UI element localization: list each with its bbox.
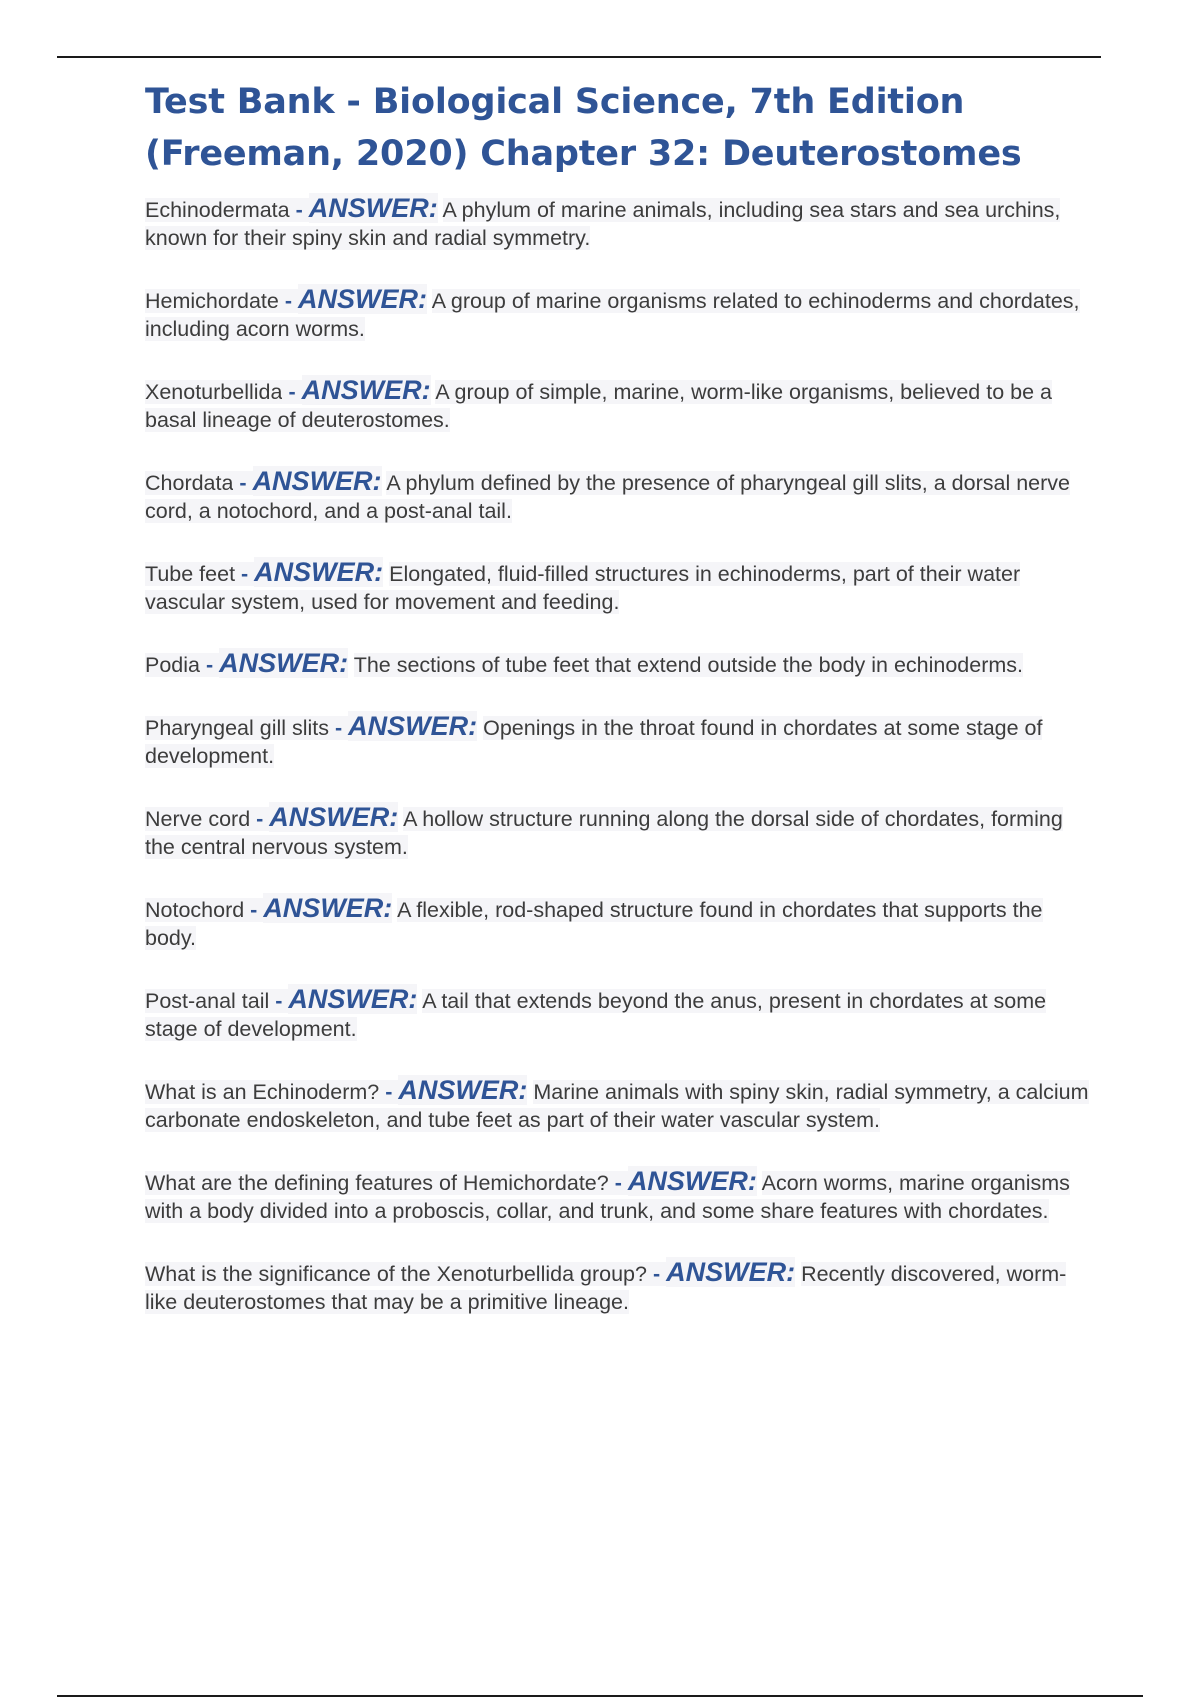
qa-separator: - — [646, 1262, 667, 1286]
answer-marker: ANSWER: — [263, 893, 393, 923]
qa-answer: A flexible, rod-shaped structure found in chordates that supports the body. — [145, 898, 1043, 950]
answer-marker: ANSWER: — [627, 1166, 757, 1196]
answer-marker: ANSWER: — [666, 1257, 796, 1287]
qa-item — [145, 712, 1095, 770]
qa-term: Nerve cord — [145, 807, 251, 831]
qa-separator: - — [282, 380, 302, 404]
qa-separator: - — [233, 471, 253, 495]
qa-item — [145, 376, 1095, 434]
qa-separator: - — [250, 807, 270, 831]
qa-answer: A hollow structure running along the dorsal side of chordates, forming the central nervous system. — [145, 807, 1063, 859]
answer-marker: ANSWER: — [288, 984, 418, 1014]
qa-term: Post-anal tail — [145, 989, 270, 1013]
answer-marker: ANSWER: — [398, 1075, 528, 1105]
qa-separator: - — [244, 898, 264, 922]
qa-answer: Marine animals with spiny skin, radial symmetry, a calcium carbonate endoskeleton, and tube feet as part of their water vascular system. — [145, 1080, 1089, 1132]
qa-item — [145, 985, 1095, 1043]
qa-term: Notochord — [145, 898, 245, 922]
qa-item — [145, 1258, 1095, 1316]
qa-item — [145, 894, 1095, 952]
qa-separator: - — [379, 1080, 399, 1104]
qa-answer: Elongated, fluid-filled structures in echinoderms, part of their water vascular system, used for movement and feeding. — [145, 562, 1021, 614]
answer-marker: ANSWER: — [301, 375, 431, 405]
qa-term: Podia — [145, 653, 200, 677]
bottom-divider — [57, 1695, 1143, 1697]
qa-answer: A phylum of marine animals, including sea stars and sea urchins, known for their spiny skin and radial symmetry. — [145, 198, 1061, 250]
qa-term: Xenoturbellida — [145, 380, 283, 404]
qa-answer: A phylum defined by the presence of pharyngeal gill slits, a dorsal nerve cord, a notochord, and a post-anal tail. — [145, 471, 1070, 523]
answer-marker: ANSWER: — [269, 802, 399, 832]
qa-answer: Acorn worms, marine organisms with a body divided into a proboscis, collar, and trunk, and some share features with chordates. — [145, 1171, 1070, 1223]
answer-marker: ANSWER: — [219, 648, 349, 678]
qa-separator: - — [329, 716, 349, 740]
qa-item — [145, 1167, 1095, 1225]
qa-answer: Openings in the throat found in chordates at some stage of development. — [145, 716, 1043, 768]
answer-marker: ANSWER: — [348, 711, 478, 741]
qa-item — [145, 558, 1095, 616]
qa-term: Tube feet — [145, 562, 236, 586]
qa-list — [145, 194, 1095, 1316]
qa-item — [145, 803, 1095, 861]
qa-answer: A tail that extends beyond the anus, present in chordates at some stage of development. — [145, 989, 1047, 1041]
qa-answer: The sections of tube feet that extend outside the body in echinoderms. — [353, 653, 1024, 677]
answer-marker: ANSWER: — [254, 557, 384, 587]
qa-answer: A group of simple, marine, worm-like organisms, believed to be a basal lineage of deuterostomes. — [145, 380, 1052, 432]
document-title: Test Bank - Biological Science, 7th Edition (Freeman, 2020) Chapter 32: Deuterostomes — [145, 82, 1022, 174]
qa-term: What is the significance of the Xenoturbellida group? — [145, 1262, 647, 1286]
document-body — [145, 76, 1095, 1349]
qa-item — [145, 649, 1095, 679]
qa-answer: A group of marine organisms related to echinoderms and chordates, including acorn worms. — [145, 289, 1080, 341]
qa-separator: - — [608, 1171, 628, 1195]
qa-separator: - — [289, 198, 309, 222]
qa-item — [145, 285, 1095, 343]
qa-separator: - — [235, 562, 255, 586]
answer-marker: ANSWER: — [252, 466, 382, 496]
qa-item — [145, 194, 1095, 252]
answer-marker: ANSWER: — [308, 193, 438, 223]
qa-answer: Recently discovered, worm-like deuterostomes that may be a primitive lineage. — [145, 1262, 1067, 1314]
qa-term: Pharyngeal gill slits — [145, 716, 330, 740]
answer-marker: ANSWER: — [297, 284, 427, 314]
qa-term: Chordata — [145, 471, 234, 495]
qa-term: What is an Echinoderm? — [145, 1080, 380, 1104]
qa-term: Hemichordate — [145, 289, 279, 313]
qa-separator: - — [278, 289, 298, 313]
qa-term: What are the defining features of Hemichordate? — [145, 1171, 609, 1195]
qa-separator: - — [269, 989, 289, 1013]
top-divider — [57, 56, 1101, 58]
qa-term: Echinodermata — [145, 198, 290, 222]
qa-item — [145, 467, 1095, 525]
qa-separator: - — [200, 653, 220, 677]
qa-item — [145, 1076, 1095, 1134]
